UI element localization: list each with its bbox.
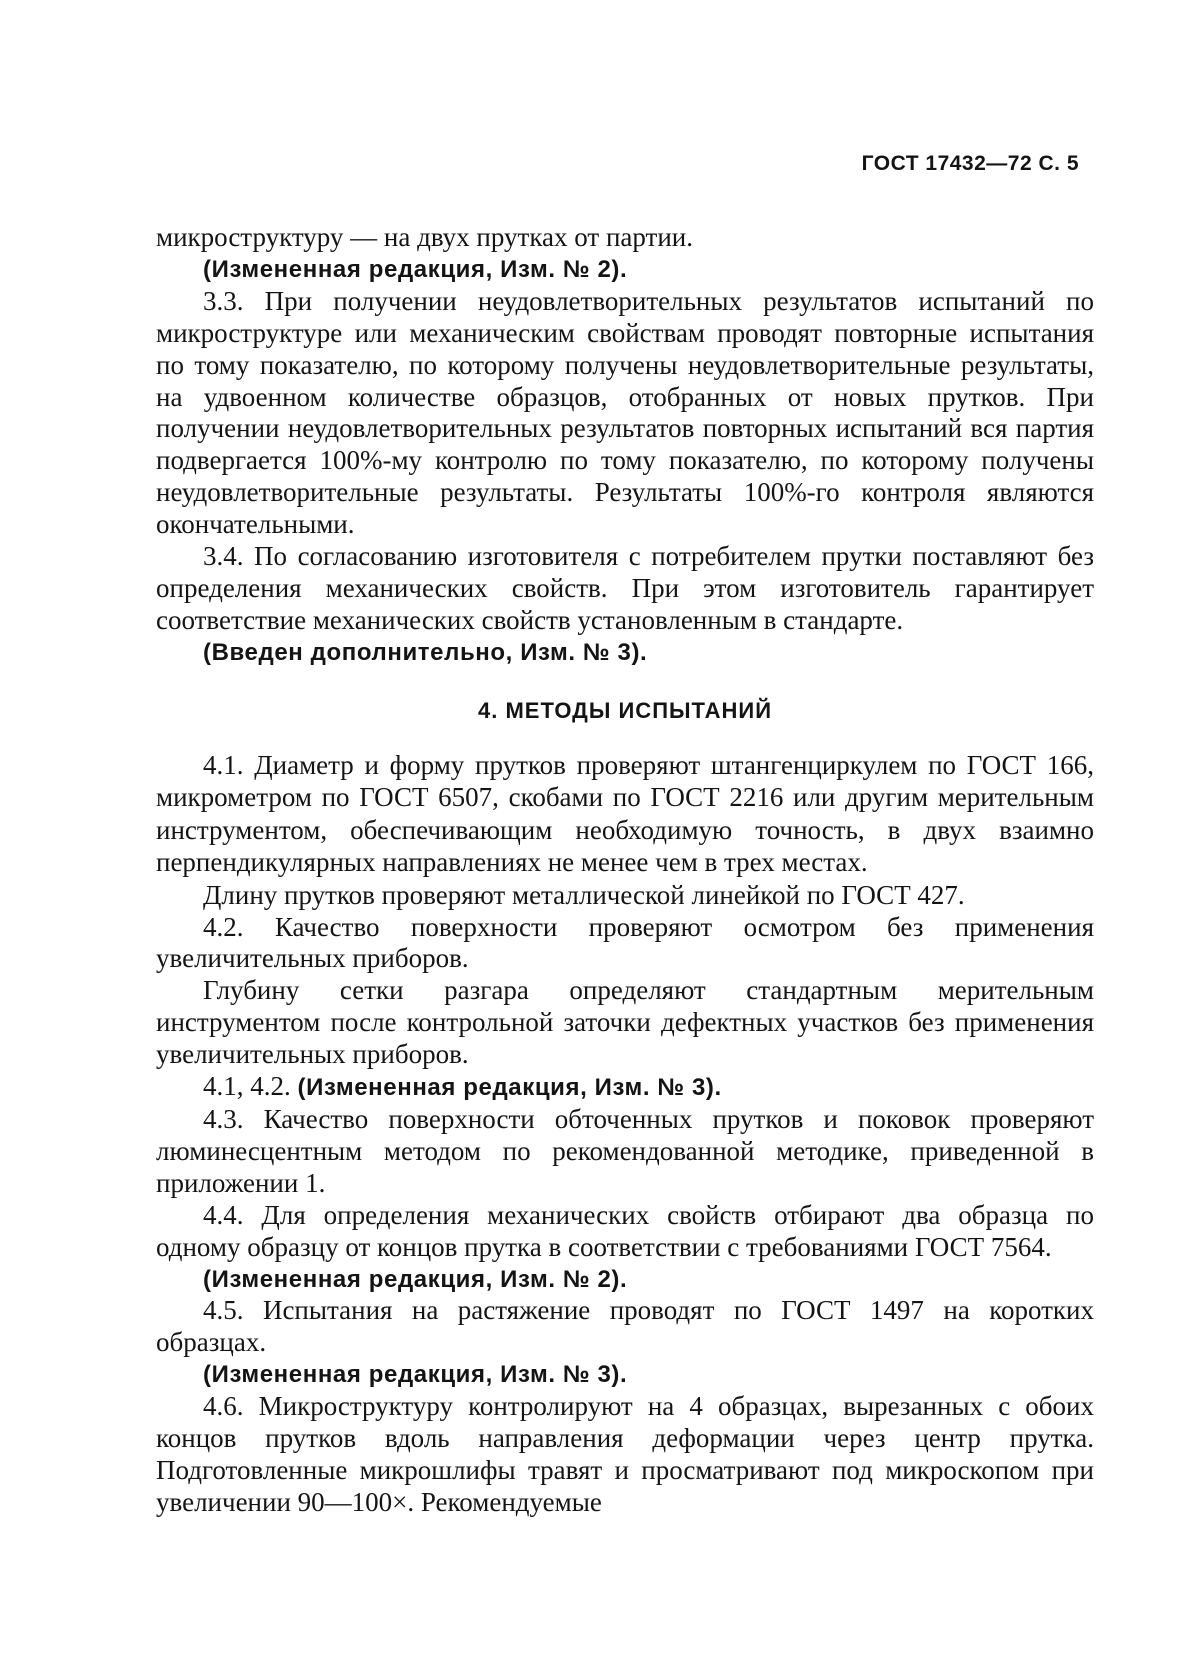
paragraph: 3.3. При получении неудовлетворительных результатов испытаний по микроструктуре или механическим свойствам проводят повторные испытания по тому показателю, по которому получены неудовлетворительные результаты, на удвоенном количестве образцов, отобранных от новых прутков. При получении неудовлетворительных результатов повторных испытаний вся партия подвергается 100%-му контролю по тому показателю, по которому получены неудовлетворительные результаты. Результаты 100%-го контроля являются окончательными. [156, 285, 1094, 540]
paragraph: Длину прутков проверяют металлической линейкой по ГОСТ 427. [203, 879, 965, 910]
page-header: ГОСТ 17432—72 С. 5 [861, 152, 1079, 175]
body-text [156, 222, 1094, 1519]
paragraph: 4.5. Испытания на растяжение проводят по ГОСТ 1497 на коротких образцах. [156, 1295, 1094, 1358]
paragraph: Глубину сетки разгара определяют стандартным мерительным инструментом после контрольной заточки дефектных участков без применения увеличительных приборов. [156, 975, 1094, 1070]
section-heading: 4. МЕТОДЫ ИСПЫТАНИЙ [478, 697, 772, 723]
paragraph: 4.2. Качество поверхности проверяют осмотром без применения увеличительных приборов. [156, 911, 1094, 974]
amendment-note: (Измененная редакция, Изм. № 3). [203, 1361, 628, 1389]
paragraph: 4.3. Качество поверхности обточенных прутков и поковок проверяют люминесцентным методом по рекомендованной методике, приведенной в приложении 1. [156, 1104, 1094, 1198]
amendment-note: (Измененная редакция, Изм. № 2). [203, 1265, 628, 1293]
amendment-note: (Введен дополнительно, Изм. № 3). [203, 638, 648, 666]
amendment-prefix: 4.1, 4.2. [203, 1071, 298, 1102]
paragraph: 3.4. По согласованию изготовителя с потребителем прутки поставляют без определения механических свойств. При этом изготовитель гарантирует соответствие механических свойств установленным в стандарте. [156, 541, 1094, 635]
paragraph: 4.6. Микроструктуру контролируют на 4 образцах, вырезанных с обоих концов прутков вдоль направления деформации через центр прутка. Подготовленные микрошлифы травят и просматривают под микроскопом при увеличении 90—100×. Рекомендуемые [156, 1391, 1094, 1517]
amendment-note: (Измененная редакция, Изм. № 2). [203, 255, 628, 283]
paragraph: 4.1. Диаметр и форму прутков проверяют штангенциркулем по ГОСТ 166, микрометром по ГОСТ 6507, скобами по ГОСТ 2216 или другим мерительным инструментом, обеспечивающим необходимую точность, в двух взаимно перпендикулярных направлениях не менее чем в трех местах. [156, 749, 1094, 878]
paragraph [156, 1071, 1094, 1104]
amendment-note: (Измененная редакция, Изм. № 3). [297, 1074, 722, 1102]
paragraph: 4.4. Для определения механических свойств отбирают два образца по одному образцу от концов прутка в соответствии с требованиями ГОСТ 7564. [156, 1199, 1094, 1262]
paragraph: микроструктуру — на двух прутках от партии. [156, 222, 693, 252]
